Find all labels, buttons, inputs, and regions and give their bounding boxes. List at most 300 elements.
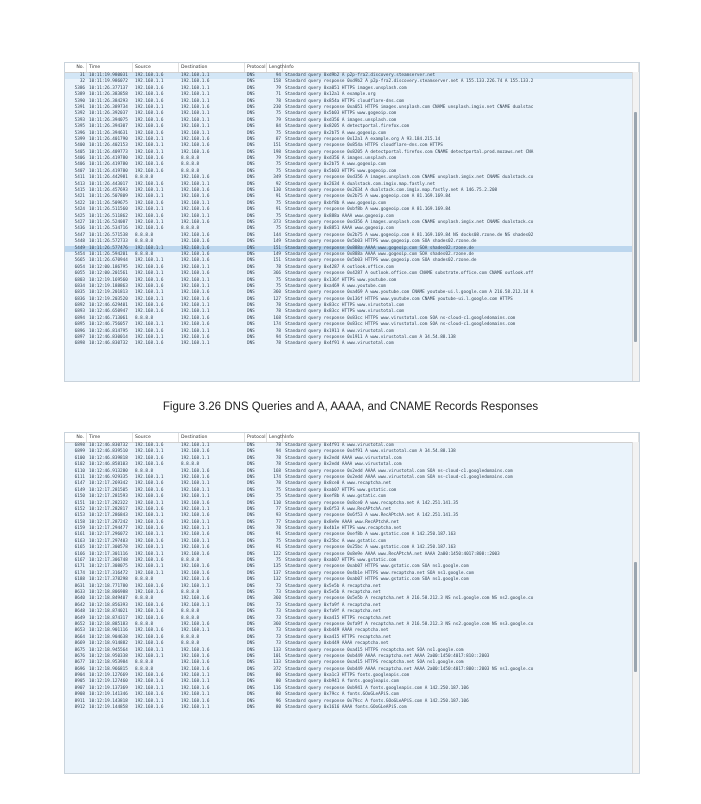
cell-no: 5391 [74, 104, 85, 110]
cell-time: 10:11:26.419780 [89, 156, 128, 162]
col-destination[interactable]: Destination [179, 433, 245, 442]
cell-source: 192.168.1.1 [135, 449, 164, 455]
cell-info: Standard query response 0x888a AAAA www.gogeoip.com SOA shades02.rzone.de [285, 245, 474, 251]
cell-source: 192.168.1.6 [135, 181, 164, 187]
cell-length: 151 [273, 143, 281, 149]
cell-protocol: DNS [247, 538, 255, 544]
cell-destination: 192.168.1.1 [181, 628, 210, 634]
cell-info: Standard query response 0x79cc A fonts.GOoGLeAPiS.com A 142.250.187.106 [285, 698, 469, 704]
cell-destination: 192.168.1.6 [181, 474, 210, 480]
cell-source: 192.168.1.1 [135, 104, 164, 110]
cell-protocol: DNS [247, 207, 255, 213]
col-length[interactable]: Length [269, 65, 285, 70]
cell-info: Standard query response 0xd9b2 A p2p-fra2.discovery.steamserver.net A 155.133.226.74 A 155.133.2 [285, 79, 534, 85]
cell-protocol: DNS [247, 213, 255, 219]
cell-protocol: DNS [247, 98, 255, 104]
cell-protocol: DNS [247, 162, 255, 168]
cell-protocol: DNS [247, 85, 255, 91]
cell-source: 192.168.1.6 [135, 615, 164, 621]
cell-source: 192.168.1.6 [135, 487, 164, 493]
cell-length: 78 [275, 98, 281, 104]
cell-source: 8.8.8.8 [135, 621, 154, 627]
cell-source: 192.168.1.6 [135, 634, 164, 640]
cell-destination: 192.168.1.1 [181, 583, 210, 589]
cell-source: 192.168.1.6 [135, 609, 164, 615]
cell-time: 10:12:18.849407 [89, 596, 128, 602]
cell-source: 192.168.1.6 [135, 264, 164, 270]
cell-length: 127 [273, 296, 281, 302]
cell-destination: 192.168.1.6 [181, 188, 210, 194]
cell-info: Standard query 0x2634 A dualstack.com.imgix.map.fastly.net [285, 181, 436, 187]
cell-destination: 192.168.1.1 [181, 303, 210, 309]
cell-info: Standard query response 0x8ce0 A www.recaptcha.net A 142.251.141.35 [285, 500, 459, 506]
cell-time: 10:12:18.966815 [89, 666, 128, 672]
cell-no: 6149 [74, 487, 85, 493]
cell-source: 192.168.1.1 [135, 653, 164, 659]
cell-source: 192.168.1.6 [135, 462, 164, 468]
cell-info: Standard query response 0x83cc HTTPS www.virustotal.com SOA ns-cloud-c1.googledomains.com [285, 315, 516, 321]
cell-info: Standard query response 0x1911 A www.virustotal.com A 34.54.88.138 [285, 335, 456, 341]
cell-destination: 192.168.1.1 [181, 130, 210, 136]
col-destination[interactable]: Destination [179, 63, 245, 72]
table-row[interactable] [65, 705, 639, 711]
cell-no: 5400 [74, 143, 85, 149]
cell-protocol: DNS [247, 551, 255, 557]
cell-no: 8631 [74, 583, 85, 589]
cell-destination: 192.168.1.1 [181, 519, 210, 525]
cell-time: 10:11:26.670944 [89, 258, 128, 264]
cell-no: 6163 [74, 538, 85, 544]
cell-no: 6161 [74, 532, 85, 538]
cell-time: 10:12:00.186795 [89, 264, 128, 270]
cell-destination: 192.168.1.1 [181, 455, 210, 461]
cell-length: 349 [273, 175, 281, 181]
cell-protocol: DNS [247, 111, 255, 117]
cell-length: 75 [275, 226, 281, 232]
cell-source: 192.168.1.6 [135, 692, 164, 698]
cell-info: Standard query 0x8e9e AAAA www.RecAPtchA.net [285, 519, 399, 525]
cell-no: 5411 [74, 175, 85, 181]
cell-destination: 192.168.1.1 [181, 124, 210, 130]
cell-info: Standard query response 0x25bc A www.gstatic.com A 142.250.187.163 [285, 545, 456, 551]
cell-length: 73 [275, 628, 281, 634]
cell-source: 192.168.1.1 [135, 149, 164, 155]
cell-length: 77 [275, 519, 281, 525]
cell-time: 10:12:17.301116 [89, 551, 128, 557]
cell-info: Standard query 0x8851 AAAA www.gogeoip.com [285, 226, 394, 232]
cell-source: 192.168.1.1 [135, 570, 164, 576]
cell-time: 10:12:46.913280 [89, 468, 128, 474]
cell-info: Standard query 0xd356 A images.unsplash.com [285, 117, 397, 123]
col-protocol[interactable]: Protocol [247, 435, 266, 440]
cell-source: 192.168.1.6 [135, 494, 164, 500]
cell-info: Standard query 0xa415 HTTPS recaptcha.net [285, 615, 392, 621]
cell-time: 10:12:17.287242 [89, 519, 128, 525]
cell-no: 6166 [74, 551, 85, 557]
cell-length: 80 [275, 705, 281, 711]
cell-no: 8908 [74, 692, 85, 698]
cell-length: 151 [273, 258, 281, 264]
cell-length: 79 [275, 85, 281, 91]
cell-protocol: DNS [247, 156, 255, 162]
cell-info: Standard query response 0xfa9f A recaptcha.net A 216.58.212.3 NS ns2.google.com NS ns3.google.co [285, 621, 534, 627]
col-protocol[interactable]: Protocol [247, 65, 266, 70]
cell-no: 8696 [74, 666, 85, 672]
cell-length: 144 [273, 232, 281, 238]
cell-source: 192.168.1.1 [135, 532, 164, 538]
cell-no: 6836 [74, 296, 85, 302]
cell-destination: 192.168.1.6 [181, 136, 210, 142]
cell-time: 10:12:17.282322 [89, 500, 128, 506]
cell-time: 10:11:19.980031 [89, 73, 128, 78]
cell-no: 6898 [74, 443, 85, 448]
cell-time: 10:11:26.511862 [89, 213, 128, 219]
cell-length: 151 [273, 245, 281, 251]
cell-protocol: DNS [247, 692, 255, 698]
cell-destination: 192.168.1.1 [181, 602, 210, 608]
cell-info: Standard query response 0x8205 A detectportal.firefox.com CNAME detectportal.prod.mozaws.net CNA [285, 149, 534, 155]
table-row[interactable] [65, 341, 639, 347]
cell-destination: 8.8.8.8 [181, 558, 200, 564]
cell-protocol: DNS [247, 660, 255, 666]
cell-source: 192.168.1.1 [135, 79, 164, 85]
cell-length: 132 [273, 577, 281, 583]
cell-length: 75 [275, 538, 281, 544]
cell-info: Standard query 0x2b75 A www.gogeoip.com [285, 130, 386, 136]
cell-time: 10:11:26.577476 [89, 245, 128, 251]
cell-source: 192.168.1.1 [135, 194, 164, 200]
cell-destination: 192.168.1.1 [181, 679, 210, 685]
cell-source: 192.168.1.6 [135, 481, 164, 487]
cell-time: 10:11:26.419780 [89, 162, 128, 168]
cell-info: Standard query response 0x4287 A outlook.office.com CNAME substrate.office.com CNAME outlook.off [285, 271, 534, 277]
cell-info: Standard query response 0xa051 HTTPS images.unsplash.com CNAME unsplash.imgix.net CNAME dualstac [285, 104, 534, 110]
cell-destination: 192.168.1.1 [181, 506, 210, 512]
cell-length: 73 [275, 609, 281, 615]
cell-length: 73 [275, 641, 281, 647]
cell-length: 75 [275, 487, 281, 493]
cell-info: Standard query response 0x83cc HTTPS www.virustotal.com SOA ns-cloud-c1.googledomains.com [285, 322, 516, 328]
col-info[interactable]: Info [283, 63, 639, 72]
cell-time: 10:12:17.281505 [89, 487, 128, 493]
cell-protocol: DNS [247, 558, 255, 564]
cell-no: 8652 [74, 621, 85, 627]
cell-source: 192.168.1.1 [135, 322, 164, 328]
cell-info: Standard query 0xa469 A www.youtube.com [285, 283, 386, 289]
cell-time: 10:12:18.950338 [89, 653, 128, 659]
cell-protocol: DNS [247, 271, 255, 277]
cell-protocol: DNS [247, 104, 255, 110]
cell-source: 192.168.1.1 [135, 219, 164, 225]
cell-protocol: DNS [247, 506, 255, 512]
cell-no: 5421 [74, 194, 85, 200]
cell-no: 5393 [74, 117, 85, 123]
cell-info: Standard query 0xef8b A www.gstatic.com [285, 494, 386, 500]
cell-time: 10:11:26.394307 [89, 124, 128, 130]
cell-time: 10:11:26.402153 [89, 143, 128, 149]
cell-no: 6151 [74, 500, 85, 506]
vertical-scrollbar[interactable] [632, 442, 639, 773]
cell-no: 5436 [74, 226, 85, 232]
cell-length: 94 [275, 73, 281, 78]
cell-length: 75 [275, 130, 281, 136]
cell-no: 5415 [74, 188, 85, 194]
cell-destination: 192.168.1.1 [181, 200, 210, 206]
cell-destination: 192.168.1.1 [181, 328, 210, 334]
cell-source: 192.168.1.1 [135, 258, 164, 264]
cell-source: 192.168.1.1 [135, 143, 164, 149]
cell-source: 192.168.1.6 [135, 98, 164, 104]
cell-info: Standard query 0xb449 AAAA recaptcha.net [285, 628, 389, 634]
cell-destination: 192.168.1.6 [181, 564, 210, 570]
cell-protocol: DNS [247, 494, 255, 500]
figure-caption: Figure 3.26 DNS Queries and A, AAAA, and CNAME Records Responses [162, 401, 539, 413]
cell-source: 192.168.1.6 [135, 303, 164, 309]
cell-info: Standard query 0x136f HTTPS www.youtube.com [285, 277, 397, 283]
cell-info: Standard query 0x2b75 A www.gogeoip.com [285, 162, 386, 168]
cell-info: Standard query response 0x5b03 HTTPS www.gogeoip.com SOA shades02.rzone.de [285, 239, 477, 245]
cell-destination: 192.168.1.6 [181, 194, 210, 200]
cell-time: 10:12:18.874317 [89, 615, 128, 621]
cell-protocol: DNS [247, 335, 255, 341]
cell-time: 10:12:17.296072 [89, 532, 128, 538]
cell-no: 6892 [74, 303, 85, 309]
cell-length: 75 [275, 277, 281, 283]
cell-time: 10:11:26.507809 [89, 194, 128, 200]
cell-destination: 192.168.1.6 [181, 239, 210, 245]
cell-info: Standard query 0x854a HTTPS cloudflare-dns.com [285, 98, 404, 104]
cell-info: Standard query 0xb941 A fonts.googleapis.com [285, 679, 399, 685]
cell-length: 84 [275, 124, 281, 130]
cell-info: Standard query 0xab07 HTTPS www.gstatic.com [285, 558, 397, 564]
cell-protocol: DNS [247, 296, 255, 302]
cell-no: 8904 [74, 673, 85, 679]
cell-time: 10:12:17.378298 [89, 577, 128, 583]
cell-length: 149 [273, 251, 281, 257]
cell-protocol: DNS [247, 468, 255, 474]
cell-protocol: DNS [247, 303, 255, 309]
cell-no: 8669 [74, 641, 85, 647]
cell-time: 10:12:19.144858 [89, 705, 128, 711]
cell-length: 94 [275, 449, 281, 455]
cell-source: 192.168.1.6 [135, 628, 164, 634]
cell-source: 192.168.1.1 [135, 290, 164, 296]
cell-source: 192.168.1.6 [135, 455, 164, 461]
cell-time: 10:11:26.409773 [89, 149, 128, 155]
cell-info: Standard query response 0x2edd AAAA www.virustotal.com SOA ns-cloud-c1.googledomains.com [285, 474, 513, 480]
cell-destination: 192.168.1.1 [181, 309, 210, 315]
cell-destination: 192.168.1.1 [181, 494, 210, 500]
cell-length: 230 [273, 104, 281, 110]
cell-no: 8633 [74, 589, 85, 595]
cell-length: 87 [275, 136, 281, 142]
cell-no: 32 [79, 79, 85, 85]
cell-destination: 192.168.1.1 [181, 181, 210, 187]
cell-length: 133 [273, 647, 281, 653]
cell-destination: 192.168.1.6 [181, 685, 210, 691]
col-info[interactable]: Info [283, 433, 639, 442]
cell-length: 133 [273, 660, 281, 666]
cell-no: 6158 [74, 519, 85, 525]
cell-destination: 192.168.1.1 [181, 705, 210, 711]
cell-protocol: DNS [247, 124, 255, 130]
cell-time: 10:11:26.383858 [89, 92, 128, 98]
cell-source: 192.168.1.6 [135, 283, 164, 289]
cell-length: 158 [273, 79, 281, 85]
cell-info: Standard query 0x1911 A www.virustotal.com [285, 328, 394, 334]
cell-destination: 192.168.1.6 [181, 175, 210, 181]
cell-time: 10:12:19.188863 [89, 283, 128, 289]
cell-info: Standard query 0xa1c3 HTTPS fonts.googleapis.com [285, 673, 410, 679]
cell-info: Standard query 0xb449 AAAA recaptcha.net [285, 641, 389, 647]
cell-length: 80 [275, 673, 281, 679]
cell-source: 192.168.1.6 [135, 519, 164, 525]
col-source[interactable]: Source [133, 433, 179, 442]
cell-time: 10:12:46.839818 [89, 455, 128, 461]
col-time[interactable]: Time [87, 433, 133, 442]
cell-destination: 8.8.8.8 [181, 641, 200, 647]
cell-info: Standard query 0x1616 AAAA fonts.GOoGLeAPiS.com [285, 705, 407, 711]
cell-time: 10:12:19.137369 [89, 685, 128, 691]
cell-time: 10:12:46.650947 [89, 309, 128, 315]
cell-info: Standard query response 0x4f91 A www.virustotal.com A 34.54.88.138 [285, 449, 456, 455]
cell-length: 75 [275, 162, 281, 168]
column-header [65, 433, 639, 443]
cell-destination: 192.168.1.1 [181, 73, 210, 78]
cell-length: 110 [273, 500, 281, 506]
cell-protocol: DNS [247, 149, 255, 155]
cell-destination: 192.168.1.1 [181, 673, 210, 679]
cell-destination: 192.168.1.6 [181, 79, 210, 85]
cell-protocol: DNS [247, 264, 255, 270]
cell-length: 80 [275, 679, 281, 685]
cell-length: 373 [273, 219, 281, 225]
cell-source: 8.8.8.8 [135, 239, 154, 245]
cell-source: 192.168.1.6 [135, 85, 164, 91]
cell-time: 10:12:18.806988 [89, 589, 128, 595]
packet-rows [65, 443, 639, 711]
scrollbar-thumb[interactable] [634, 112, 637, 342]
cell-no: 8905 [74, 679, 85, 685]
cell-no: 6834 [74, 283, 85, 289]
cell-length: 78 [275, 443, 281, 448]
cell-source: 192.168.1.1 [135, 500, 164, 506]
cell-destination: 8.8.8.8 [181, 609, 200, 615]
cell-info: Standard query 0xbf8b A www.gogeoip.com [285, 200, 386, 206]
cell-info: Standard query 0xd9b2 A p2p-fra2.discovery.steamserver.net [285, 73, 436, 78]
cell-destination: 192.168.1.6 [181, 653, 210, 659]
cell-no: 5427 [74, 219, 85, 225]
cell-info: Standard query 0x12a1 A example.org [285, 92, 376, 98]
cell-length: 78 [275, 328, 281, 334]
cell-time: 10:11:26.401790 [89, 136, 128, 142]
cell-source: 192.168.1.1 [135, 647, 164, 653]
scrollbar-thumb[interactable] [634, 562, 637, 672]
cell-protocol: DNS [247, 570, 255, 576]
cell-protocol: DNS [247, 666, 255, 672]
cell-length: 174 [273, 474, 281, 480]
cell-source: 192.168.1.6 [135, 156, 164, 162]
cell-no: 5413 [74, 181, 85, 187]
cell-no: 6897 [74, 335, 85, 341]
cell-time: 10:11:26.571538 [89, 232, 128, 238]
cell-length: 122 [273, 551, 281, 557]
cell-source: 8.8.8.8 [135, 468, 154, 474]
col-time[interactable]: Time [87, 63, 133, 72]
cell-no: 6171 [74, 564, 85, 570]
cell-protocol: DNS [247, 200, 255, 206]
cell-time: 10:12:18.901116 [89, 628, 128, 634]
cell-length: 73 [275, 589, 281, 595]
cell-no: 5422 [74, 200, 85, 206]
cell-length: 372 [273, 666, 281, 672]
cell-info: Standard query 0x79cc A fonts.GOoGLeAPiS.com [285, 692, 399, 698]
cell-no: 8649 [74, 615, 85, 621]
cell-protocol: DNS [247, 188, 255, 194]
cell-info: Standard query response 0x854a HTTPS cloudflare-dns.com HTTPS [285, 143, 443, 149]
cell-protocol: DNS [247, 277, 255, 283]
cell-protocol: DNS [247, 322, 255, 328]
cell-destination: 192.168.1.6 [181, 577, 210, 583]
cell-destination: 192.168.1.1 [181, 213, 210, 219]
cell-destination: 8.8.8.8 [181, 156, 200, 162]
cell-source: 192.168.1.6 [135, 200, 164, 206]
cell-length: 96 [275, 698, 281, 704]
vertical-scrollbar[interactable] [632, 72, 639, 381]
cell-info: Standard query response 0x2edd AAAA www.virustotal.com SOA ns-cloud-c1.googledomains.com [285, 468, 513, 474]
cell-protocol: DNS [247, 315, 255, 321]
cell-time: 10:12:00.201561 [89, 271, 128, 277]
col-source[interactable]: Source [133, 63, 179, 72]
cell-destination: 192.168.1.6 [181, 143, 210, 149]
cell-time: 10:12:17.308075 [89, 564, 128, 570]
cell-destination: 192.168.1.6 [181, 570, 210, 576]
cell-time: 10:12:19.127460 [89, 679, 128, 685]
cell-length: 75 [275, 111, 281, 117]
cell-protocol: DNS [247, 443, 255, 448]
cell-source: 8.8.8.8 [135, 660, 154, 666]
cell-no: 5392 [74, 111, 85, 117]
cell-time: 10:12:18.885183 [89, 621, 128, 627]
cell-no: 5406 [74, 162, 85, 168]
cell-length: 78 [275, 481, 281, 487]
cell-destination: 192.168.1.6 [181, 647, 210, 653]
cell-destination: 192.168.1.6 [181, 207, 210, 213]
cell-time: 10:11:26.511560 [89, 207, 128, 213]
cell-source: 192.168.1.6 [135, 443, 164, 448]
cell-no: 6152 [74, 506, 85, 512]
cell-source: 192.168.1.6 [135, 558, 164, 564]
cell-length: 78 [275, 264, 281, 270]
col-no[interactable]: No. [65, 433, 87, 442]
cell-time: 10:12:17.297403 [89, 538, 128, 544]
cell-info: Standard query response 0xd356 A images.unsplash.com CNAME unsplash.imgix.net CNAME dualstack.co [285, 175, 534, 181]
cell-source: 192.168.1.6 [135, 679, 164, 685]
cell-protocol: DNS [247, 519, 255, 525]
cell-length: 116 [273, 685, 281, 691]
cell-time: 10:12:46.814795 [89, 328, 128, 334]
cell-info: Standard query 0xa051 HTTPS images.unsplash.com [285, 85, 407, 91]
cell-length: 130 [273, 188, 281, 194]
cell-info: Standard query 0x5b03 HTTPS www.gogeoip.com [285, 111, 397, 117]
cell-length: 79 [275, 117, 281, 123]
col-no[interactable]: No. [65, 63, 87, 72]
cell-protocol: DNS [247, 232, 255, 238]
cell-length: 94 [275, 335, 281, 341]
col-length[interactable]: Length [269, 435, 285, 440]
cell-length: 75 [275, 558, 281, 564]
cell-time: 10:12:17.306748 [89, 558, 128, 564]
